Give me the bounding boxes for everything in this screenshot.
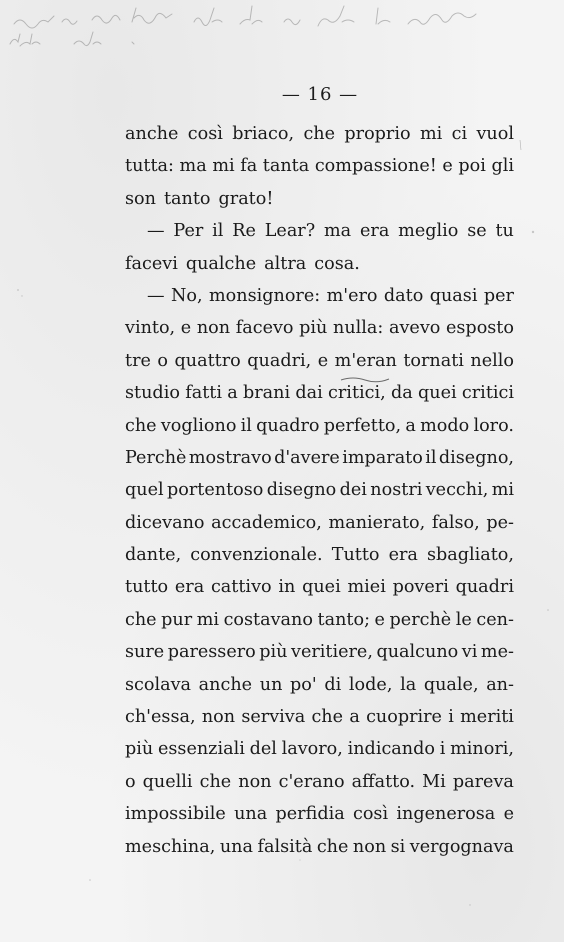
word: anche bbox=[198, 674, 253, 695]
text-line bbox=[125, 733, 514, 765]
word: me- bbox=[480, 642, 514, 663]
word: non bbox=[238, 771, 272, 792]
word: studio bbox=[125, 383, 180, 404]
body-text bbox=[125, 118, 514, 863]
text-line bbox=[125, 571, 514, 603]
word: Mi bbox=[422, 771, 446, 792]
word: tutto bbox=[125, 577, 169, 598]
word: che bbox=[303, 124, 336, 144]
word: a bbox=[349, 707, 360, 728]
word: quei bbox=[302, 577, 341, 598]
word: disegno, bbox=[438, 447, 514, 468]
word: quattro bbox=[174, 350, 241, 371]
word: c'erano bbox=[278, 771, 345, 792]
word: ch'essa, bbox=[125, 707, 196, 728]
word: — bbox=[147, 285, 165, 306]
word: pur bbox=[161, 609, 193, 630]
word: mi bbox=[491, 480, 514, 501]
word: era bbox=[388, 545, 418, 566]
word: m'ero bbox=[326, 285, 378, 306]
text-line bbox=[125, 636, 514, 668]
word: scolava bbox=[125, 674, 192, 695]
word: manierato, bbox=[328, 512, 426, 533]
word: che bbox=[125, 415, 157, 436]
word: loro. bbox=[473, 415, 514, 436]
word: facevo bbox=[235, 318, 294, 339]
word: poveri bbox=[392, 577, 449, 598]
word: a bbox=[405, 415, 416, 436]
text-line bbox=[125, 798, 514, 830]
word: un bbox=[259, 674, 283, 695]
page-number: — 16 — bbox=[281, 84, 359, 105]
word: gli bbox=[491, 156, 514, 177]
word: dai bbox=[295, 383, 323, 404]
text-line bbox=[125, 215, 514, 247]
text-line bbox=[125, 604, 514, 636]
word: cen- bbox=[476, 609, 514, 630]
word: paressero bbox=[167, 642, 256, 663]
word: e bbox=[374, 609, 385, 630]
word: disegno bbox=[266, 480, 337, 501]
text-line bbox=[125, 442, 514, 474]
word: che bbox=[311, 707, 344, 728]
word: veritiere, bbox=[291, 642, 373, 663]
word: convenzionale. bbox=[190, 545, 323, 566]
word: o bbox=[157, 350, 168, 371]
word: dei bbox=[339, 480, 367, 501]
word: critici, bbox=[328, 383, 386, 404]
word: facevi bbox=[125, 253, 178, 274]
word: le bbox=[455, 609, 472, 630]
word: ma bbox=[323, 221, 352, 242]
word: mi bbox=[419, 124, 443, 144]
word: brani bbox=[243, 383, 291, 404]
word: e bbox=[180, 318, 192, 339]
word: vi bbox=[461, 642, 478, 663]
word: an- bbox=[486, 674, 514, 695]
word: tre bbox=[125, 350, 151, 371]
word: minori, bbox=[450, 739, 514, 760]
word: di bbox=[324, 674, 342, 695]
word: tanto bbox=[163, 188, 211, 209]
word: se bbox=[467, 221, 487, 242]
word: indicando bbox=[347, 739, 435, 760]
word: qualche bbox=[185, 253, 257, 274]
word: per bbox=[483, 285, 514, 306]
word: imparato bbox=[342, 447, 423, 468]
word: Re bbox=[232, 221, 256, 242]
text-line bbox=[125, 766, 514, 798]
word: affatto. bbox=[351, 771, 416, 792]
word: meriti bbox=[460, 707, 514, 728]
word: dante, bbox=[125, 545, 182, 566]
word: il bbox=[212, 221, 224, 242]
word: da bbox=[390, 383, 413, 404]
word: anche bbox=[125, 124, 179, 144]
word: del bbox=[249, 739, 277, 760]
text-line bbox=[125, 701, 514, 733]
word: tutta: bbox=[125, 156, 174, 177]
word: esposto bbox=[445, 318, 514, 339]
word: altra bbox=[264, 253, 307, 274]
word: i bbox=[439, 739, 446, 760]
word: falsità bbox=[257, 836, 313, 857]
word: vecchi, bbox=[425, 480, 489, 501]
word: più bbox=[125, 739, 154, 760]
word: briaco, bbox=[232, 124, 295, 144]
text-line bbox=[125, 507, 514, 539]
word: quei bbox=[418, 383, 457, 404]
word: così bbox=[187, 124, 223, 144]
word: vinto, bbox=[125, 318, 176, 339]
word: ci bbox=[451, 124, 468, 144]
text-line bbox=[125, 539, 514, 571]
word: modo bbox=[420, 415, 470, 436]
word: dato bbox=[383, 285, 424, 306]
text-line bbox=[125, 669, 514, 701]
word: tanto; bbox=[317, 609, 370, 630]
word: non bbox=[201, 707, 236, 728]
word: cattivo bbox=[210, 577, 272, 598]
word: pareva bbox=[452, 771, 514, 792]
word: più bbox=[259, 642, 288, 663]
word: quadro bbox=[256, 415, 320, 436]
word: costavano bbox=[223, 609, 313, 630]
word: tornati bbox=[403, 350, 464, 371]
word: quale, bbox=[423, 674, 479, 695]
word: critici bbox=[461, 383, 514, 404]
word: il bbox=[240, 415, 252, 436]
word: nulla: bbox=[333, 318, 384, 339]
word: son bbox=[125, 188, 156, 209]
word: ma bbox=[179, 156, 207, 177]
text-line bbox=[125, 377, 514, 409]
word: quadri bbox=[455, 577, 514, 598]
text-line bbox=[125, 248, 514, 280]
word: Perchè bbox=[125, 447, 187, 468]
word: d'avere bbox=[274, 447, 340, 468]
word: perchè bbox=[389, 609, 452, 630]
word: quel bbox=[125, 480, 164, 501]
word: lode, bbox=[348, 674, 393, 695]
word: vuol bbox=[476, 124, 514, 144]
word: Tutto bbox=[331, 545, 380, 566]
word: mi bbox=[212, 156, 235, 177]
word: fatti bbox=[185, 383, 222, 404]
word: cosa. bbox=[314, 253, 360, 274]
word: il bbox=[425, 447, 437, 468]
text-line bbox=[125, 118, 514, 150]
word: perfidia bbox=[275, 804, 345, 825]
word: sure bbox=[125, 642, 165, 663]
word: nello bbox=[470, 350, 514, 371]
word: a bbox=[227, 383, 238, 404]
word: e bbox=[317, 350, 329, 371]
word: falso, bbox=[431, 512, 480, 533]
word: in bbox=[278, 577, 296, 598]
word: sbagliato, bbox=[426, 545, 514, 566]
word: o bbox=[125, 771, 136, 792]
word: poi bbox=[458, 156, 486, 177]
word: una bbox=[234, 804, 268, 825]
word: qualcuno bbox=[376, 642, 459, 663]
word: No, bbox=[170, 285, 203, 306]
word: lavoro, bbox=[281, 739, 343, 760]
word: meschina, bbox=[125, 836, 216, 857]
word: fa bbox=[240, 156, 258, 177]
word: po' bbox=[290, 674, 317, 695]
word: più bbox=[299, 318, 328, 339]
word: Per bbox=[173, 221, 204, 242]
text-line bbox=[125, 150, 514, 182]
word: era bbox=[360, 221, 390, 242]
word: essenziali bbox=[157, 739, 245, 760]
text-line bbox=[125, 183, 514, 215]
word: tanta bbox=[262, 156, 310, 177]
word: che bbox=[125, 609, 157, 630]
word: impossibile bbox=[125, 804, 226, 825]
word: che bbox=[316, 836, 349, 857]
word: — bbox=[147, 221, 165, 242]
word: così bbox=[352, 804, 389, 825]
word: tu bbox=[495, 221, 514, 242]
word: serviva bbox=[241, 707, 306, 728]
word: monsignore: bbox=[208, 285, 321, 306]
word: quasi bbox=[429, 285, 478, 306]
word: m'eran bbox=[334, 350, 397, 371]
word: portentoso bbox=[167, 480, 264, 501]
word: pe- bbox=[486, 512, 514, 533]
word: e bbox=[442, 156, 453, 177]
word: non bbox=[352, 836, 387, 857]
word: che bbox=[199, 771, 232, 792]
pencil-underline-mark bbox=[339, 376, 391, 384]
word: cuoprire bbox=[366, 707, 442, 728]
word: accademico, bbox=[211, 512, 322, 533]
word: mostravo bbox=[188, 447, 272, 468]
word: dicevano bbox=[125, 512, 205, 533]
text-line bbox=[125, 280, 514, 312]
word: una bbox=[219, 836, 253, 857]
text-line bbox=[125, 474, 514, 506]
word: compassione! bbox=[314, 156, 437, 177]
word: Lear? bbox=[264, 221, 316, 242]
word: i bbox=[448, 707, 454, 728]
word: vergognava bbox=[409, 836, 514, 857]
word: non bbox=[196, 318, 231, 339]
word: mi bbox=[196, 609, 220, 630]
word: perfetto, bbox=[323, 415, 402, 436]
handwritten-pencil-note bbox=[4, 2, 544, 52]
word: ingenerosa bbox=[396, 804, 496, 825]
text-line bbox=[125, 410, 514, 442]
word: grato! bbox=[218, 188, 274, 209]
text-line bbox=[125, 345, 514, 377]
word: miei bbox=[347, 577, 386, 598]
word: e bbox=[503, 804, 514, 825]
word: avevo bbox=[388, 318, 441, 339]
word: si bbox=[390, 836, 406, 857]
word: la bbox=[400, 674, 417, 695]
text-line bbox=[125, 831, 514, 863]
word: quelli bbox=[142, 771, 193, 792]
word: quadri, bbox=[247, 350, 312, 371]
word: vogliono bbox=[160, 415, 237, 436]
word: meglio bbox=[398, 221, 459, 242]
text-line bbox=[125, 312, 514, 344]
word: era bbox=[174, 577, 205, 598]
word: proprio bbox=[344, 124, 411, 144]
word: nostri bbox=[370, 480, 423, 501]
